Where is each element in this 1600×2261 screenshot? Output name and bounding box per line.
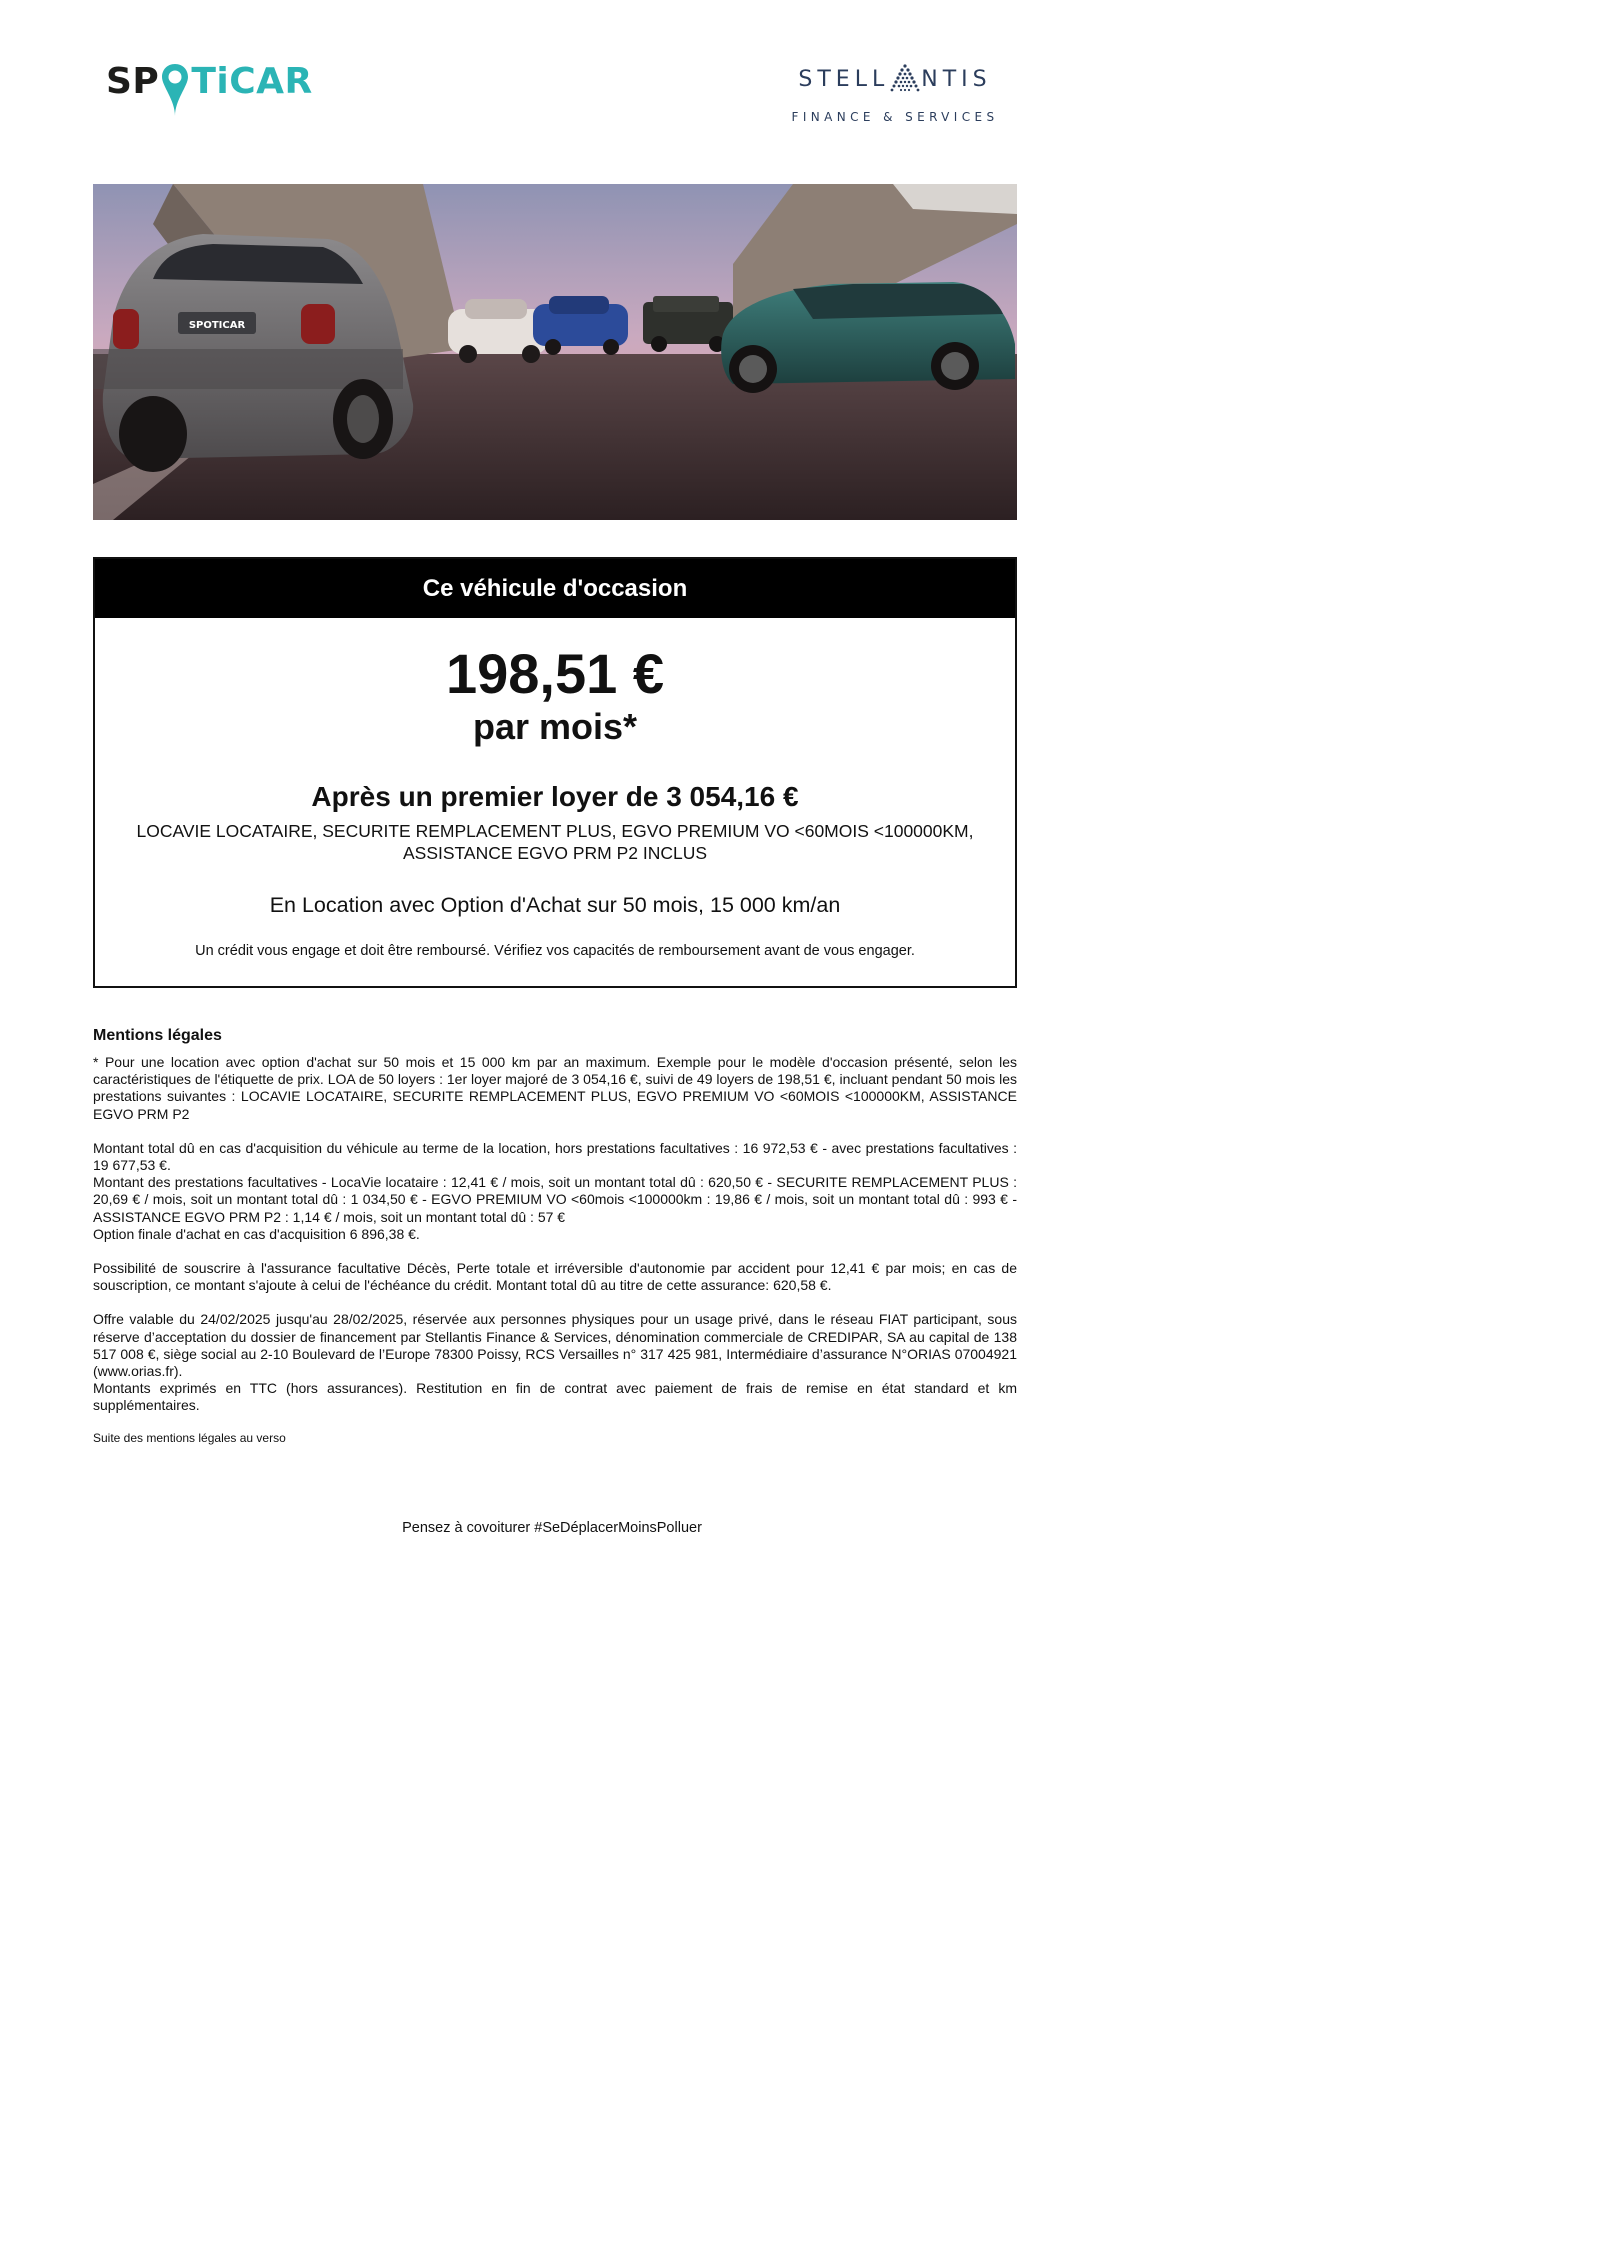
legal-paragraph-final-option: Option finale d'achat en cas d'acquisition 6 896,38 €. [93,1225,420,1242]
included-services-line-2: ASSISTANCE EGVO PRM P2 INCLUS [402,843,708,863]
loa-terms: En Location avec Option d'Achat sur 50 mois, 15 000 km/an [269,893,841,917]
location-pin-icon [160,62,190,118]
offer-header: Ce véhicule d'occasion [95,559,1015,618]
included-services [125,820,985,864]
spoticar-logo-text-end: TiCAR [191,61,313,102]
offer-box [93,557,1017,988]
monthly-price: 198,51 € [446,642,664,705]
legal-paragraph-insurance: Possibilité de souscrire à l'assurance facultative Décès, Perte totale et irréversible d'autonomie par accident pour 12,41 € par mois; en cas de souscription, ce montant s'ajoute à celui de l'échéance du crédit. Montant total dû au titre de cette assurance: 620,58 €. [93,1260,1017,1294]
legal-paragraph-optional-services: Montant des prestations facultatives - LocaVie locataire : 12,41 € / mois, soit un montant total dû : 620,50 € - SECURITE REMPLACEMENT PLUS : 20,69 € / mois, soit un montant total dû : 1 034,50 € - EGVO PREMIUM VO <60mois <100000km : 19,86 € / mois, soit un montant total dû : 993 € - ASSISTANCE EGVO PRM P2 : 1,14 € / mois, soit un montant total dû : 57 € [93,1174,1017,1225]
spoticar-logo [106,62,313,118]
legal-paragraph-loa: * Pour une location avec option d'achat sur 50 mois et 15 000 km par an maximum. Exemple pour le modèle d'occasion présenté, selon les caractéristiques de l'étiquette de prix. LOA de 50 loyers : 1er loyer majoré de 3 054,16 €, suivi de 49 loyers de 198,51 €, incluant pendant 50 mois les prestations suivantes : LOCAVIE LOCATAIRE, SECURITE REMPLACEMENT PLUS, EGVO PREMIUM VO <60MOIS <100000KM, ASSISTANCE EGVO PRM P2 [93,1054,1017,1122]
legal-title: Mentions légales [93,1027,222,1044]
legal-continued-note: Suite des mentions légales au verso [93,1430,286,1445]
hero-image [93,184,1017,520]
first-rent: Après un premier loyer de 3 054,16 € [311,781,799,812]
price-period: par mois* [472,706,638,747]
stellantis-logo-text-start: STELL [798,67,890,92]
legal-paragraph-offer-validity: Offre valable du 24/02/2025 jusqu'au 28/02/2025, réservée aux personnes physiques pour un usage privé, dans le réseau FIAT participant, sous réserve d’acceptation du dossier de financement par Stellantis Finance & Services, dénomination commerciale de CREDIPAR, SA au capital de 138 517 008 €, siège social au 2-10 Boulevard de l’Europe 78300 Poissy, RCS Versailles n° 317 425 981, Intermédiaire d’assurance N°ORIAS 07004921 (www.orias.fr). [93,1311,1017,1380]
hero-plate-text: SPOTICAR [188,320,246,331]
footer-slogan: Pensez à covoiturer #SeDéplacerMoinsPolluer [402,1520,702,1536]
included-services-line-1: LOCAVIE LOCATAIRE, SECURITE REMPLACEMENT PLUS, EGVO PREMIUM VO <60MOIS <100000KM, [136,821,974,841]
legal-mentions [93,1026,1017,1446]
spoticar-logo-text-start: SP [106,61,160,102]
legal-paragraph-amounts: Montants exprimés en TTC (hors assurances). Restitution en fin de contrat avec paiement de frais de remise en état standard et km supplémentaires. [93,1380,1017,1414]
stellantis-logo-text-end: NTIS [921,67,992,92]
legal-paragraph-total-due: Montant total dû en cas d'acquisition du véhicule au terme de la location, hors prestations facultatives : 16 972,53 € - avec prestations facultatives : 19 677,53 €. [93,1139,1017,1174]
credit-warning: Un crédit vous engage et doit être remboursé. Vérifiez vos capacités de remboursement avant de vous engager. [195,943,915,959]
stellantis-logo-subtitle: FINANCE & SERVICES [791,110,999,124]
stellantis-logo [782,62,1008,124]
stellantis-a-dots-icon [890,63,920,97]
